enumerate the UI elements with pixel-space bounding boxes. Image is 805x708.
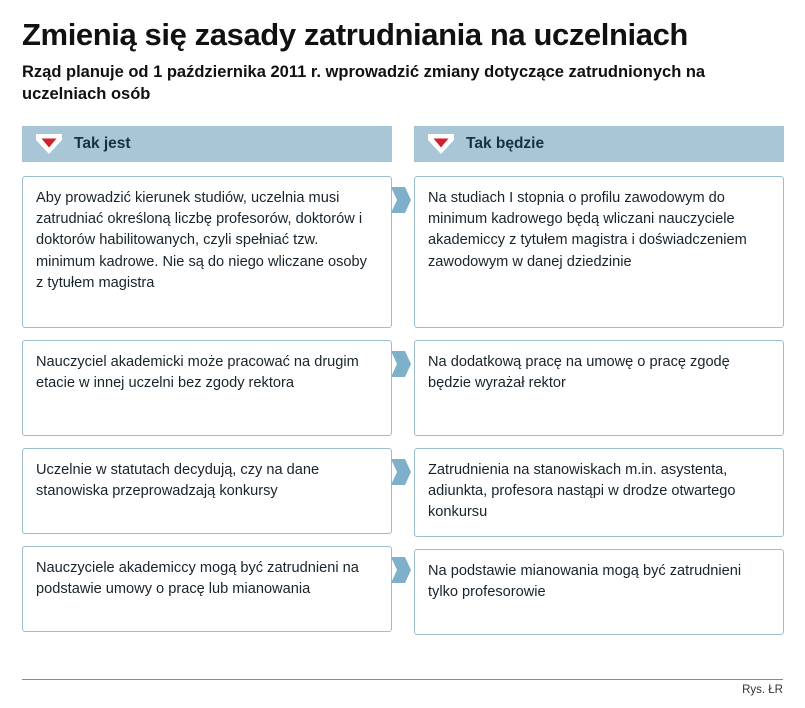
- card-item: [414, 448, 784, 537]
- chevron-down-badge-icon: [428, 134, 454, 154]
- card-text: Uczelnie w statutach decydują, czy na dane stanowiska przeprowadzają konkursy: [36, 461, 320, 499]
- page-title: Zmienią się zasady zatrudniania na uczelniach: [22, 17, 688, 52]
- card-text: Nauczyciele akademiccy mogą być zatrudnieni na podstawie umowy o pracę lub mianowania: [36, 559, 359, 597]
- comparison-columns: [22, 126, 783, 635]
- card-text: Na podstawie mianowania mogą być zatrudnieni tylko profesorowie: [428, 562, 742, 600]
- footer-divider: [22, 679, 783, 680]
- card-list-current: [22, 176, 392, 632]
- card-item: [414, 176, 784, 328]
- card-item: [22, 176, 392, 328]
- card-item: [22, 448, 392, 534]
- card-item: [414, 340, 784, 436]
- column-header-current: [22, 126, 392, 162]
- card-list-planned: [414, 176, 784, 635]
- arrow-right-icon: [391, 351, 411, 377]
- arrow-right-icon: [391, 459, 411, 485]
- footer: [22, 679, 783, 696]
- card-item: [22, 546, 392, 632]
- chevron-down-badge-icon: [36, 134, 62, 154]
- column-header-label: Tak będzie: [466, 134, 545, 152]
- credit-label: Rys. ŁR: [742, 684, 783, 696]
- card-text: Aby prowadzić kierunek studiów, uczelnia musi zatrudniać określoną liczbę profesorów, doktorów i doktorów habilitowanych, czyli spełniać tzw. minimum kadrowe. Nie są do niego wliczane osoby z tytułem magistra: [36, 189, 367, 291]
- card-item: [414, 549, 784, 635]
- card-item: [22, 340, 392, 436]
- arrow-right-icon: [391, 557, 411, 583]
- column-current: [22, 126, 392, 632]
- card-text: Na dodatkową pracę na umowę o pracę zgodę będzie wyrażał rektor: [428, 353, 730, 391]
- card-text: Nauczyciel akademicki może pracować na drugim etacie w innej uczelni bez zgody rektora: [36, 353, 359, 391]
- card-text: Na studiach I stopnia o profilu zawodowym do minimum kadrowego będą wliczani nauczyciele akademiccy z tytułem magistra i doświadczeniem zawodowym w danej dziedzinie: [428, 189, 747, 270]
- card-text: Zatrudnienia na stanowiskach m.in. asystenta, adiunkta, profesora nastąpi w drodze otwartego konkursu: [428, 461, 736, 521]
- column-planned: [414, 126, 784, 635]
- column-header-planned: [414, 126, 784, 162]
- arrow-right-icon: [391, 187, 411, 213]
- column-header-label: Tak jest: [74, 134, 131, 152]
- page-subtitle: Rząd planuje od 1 października 2011 r. wprowadzić zmiany dotyczące zatrudnionych na uczelniach osób: [22, 63, 706, 103]
